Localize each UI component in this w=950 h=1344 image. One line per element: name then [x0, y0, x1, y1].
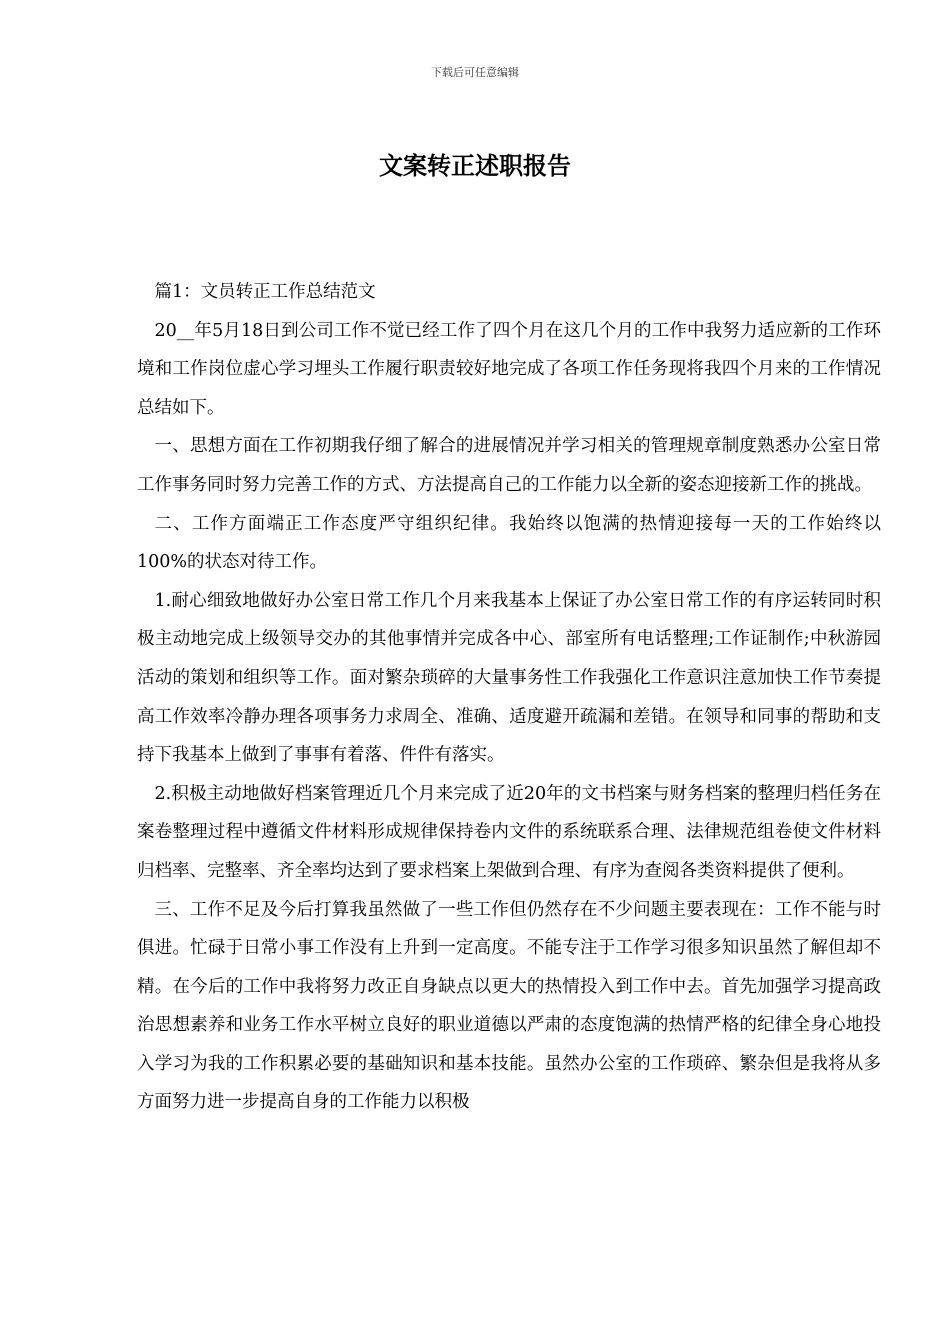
document-title: 文案转正述职报告	[379, 152, 571, 180]
document-body	[137, 273, 881, 1122]
paragraph-intro: 20__年5月18日到公司工作不觉已经工作了四个月在这几个月的工作中我努力适应新的工作环境和工作岗位虚心学习埋头工作履行职责较好地完成了各项工作任务现将我四个月来的工作情况总结如下。	[137, 320, 881, 418]
paragraph-shortcomings-plans: 三、工作不足及今后打算我虽然做了一些工作但仍然存在不少问题主要表现在：工作不能与时俱进。忙碌于日常小事工作没有上升到一定高度。不能专注于工作学习很多知识虽然了解但却不精。在今后的工作中我将努力改正自身缺点以更大的热情投入到工作中去。首先加强学习提高政治思想素养和业务工作水平树立良好的职业道德以严肃的态度饱满的热情严格的纪律全身心地投入学习为我的工作积累必要的基础知识和基本技能。虽然办公室的工作琐碎、繁杂但是我将从多方面努力进一步提高自身的工作能力以积极	[137, 899, 881, 1113]
paragraph-office-routine: 1.耐心细致地做好办公室日常工作几个月来我基本上保证了办公室日常工作的有序运转同时积极主动地完成上级领导交办的其他事情并完成各中心、部室所有电话整理;工作证制作;中秋游园活动的策划和组织等工作。面对繁杂琐碎的大量事务性工作我强化工作意识注意加快工作节奏提高工作效率冷静办理各项事务力求周全、准确、适度避开疏漏和差错。在领导和同事的帮助和支持下我基本上做到了事事有着落、件件有落实。	[137, 590, 881, 766]
paragraph-section-heading: 篇1：文员转正工作总结范文	[154, 282, 376, 302]
paragraph-archive-management: 2.积极主动地做好档案管理近几个月来完成了近20年的文书档案与财务档案的整理归档任务在案卷整理过程中遵循文件材料形成规律保持卷内文件的系统联系合理、法律规范组卷使文件材料归档率、完整率、齐全率均达到了要求档案上架做到合理、有序为查阅各类资料提供了便利。	[137, 783, 881, 881]
paragraph-work-aspect: 二、工作方面端正工作态度严守组织纪律。我始终以饱满的热情迎接每一天的工作始终以100%的状态对待工作。	[137, 513, 881, 573]
header-note: 下载后可任意编辑	[431, 66, 519, 79]
paragraph-thought-aspect: 一、思想方面在工作初期我仔细了解合的进展情况并学习相关的管理规章制度熟悉办公室日常工作事务同时努力完善工作的方式、方法提高自己的工作能力以全新的姿态迎接新工作的挑战。	[137, 436, 881, 495]
